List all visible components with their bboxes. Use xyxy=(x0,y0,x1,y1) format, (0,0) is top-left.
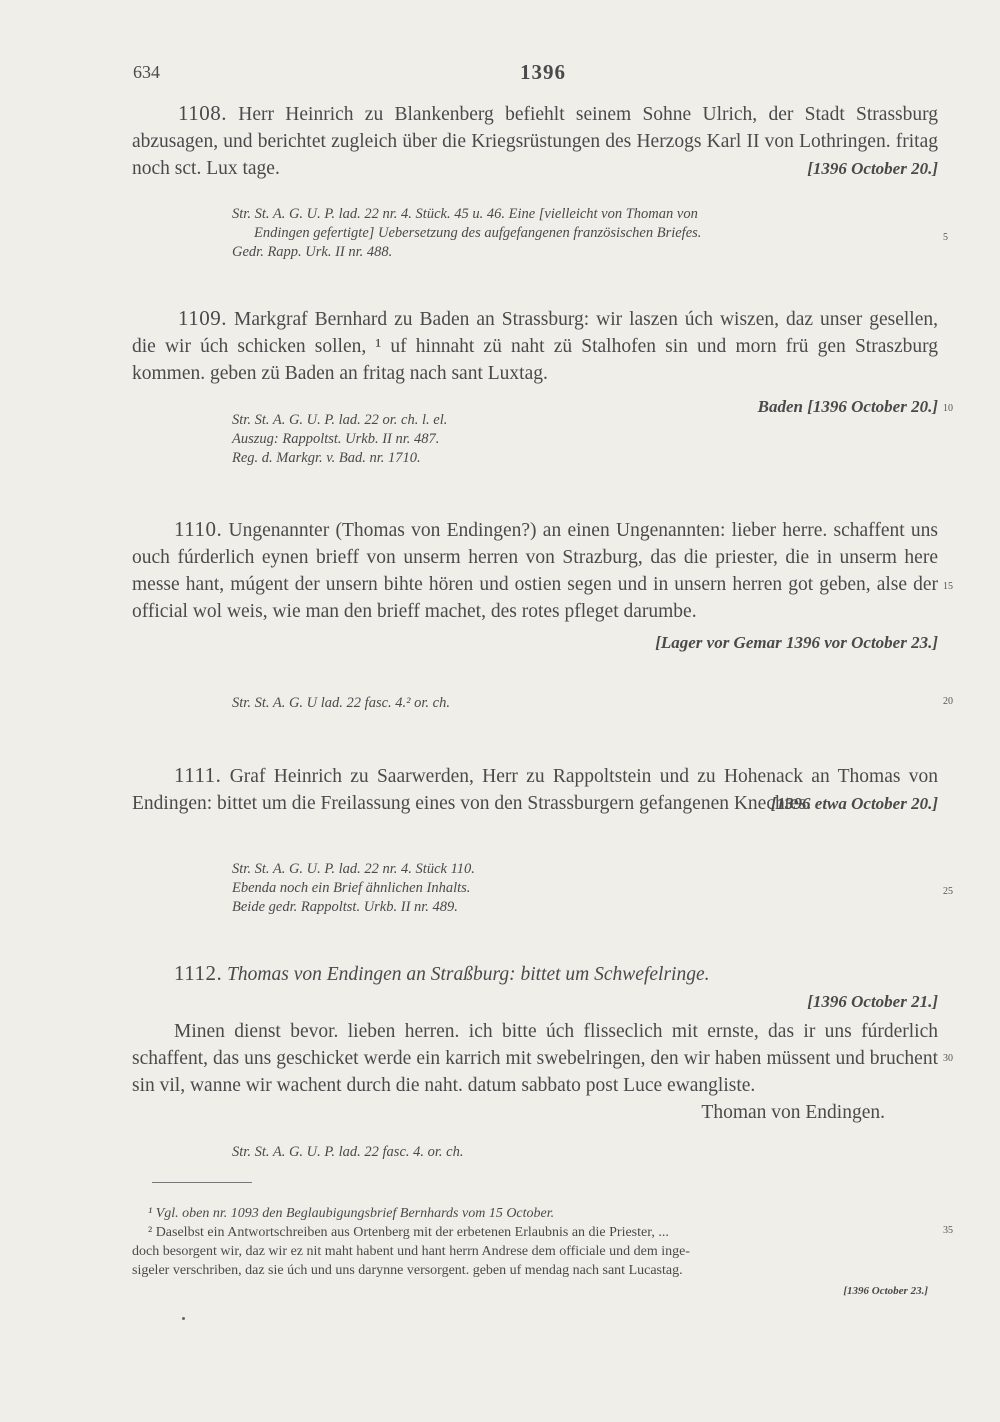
entry-text: Herr Heinrich zu Blankenberg befiehlt seinem Sohne Ulrich, der Stadt Strassburg abzusagen, und berichtet zugleich über die Kriegsrüstungen des Herzogs Karl II von Lothringen. fritag noch sct. Lux tage. xyxy=(132,104,939,179)
source-line: Str. St. A. G. U. P. lad. 22 nr. 4. Stück 110. xyxy=(232,861,475,877)
source-line: Auszug: Rappoltst. Urkb. II nr. 487. xyxy=(232,431,440,447)
entry-date: [1396 etwa October 20.] xyxy=(770,794,938,813)
source-line: Reg. d. Markgr. v. Bad. nr. 1710. xyxy=(232,450,421,466)
source-line: Ebenda noch ein Brief ähnlichen Inhalts. xyxy=(232,880,471,896)
entry-1108 xyxy=(132,100,938,182)
page-number: 634 xyxy=(133,62,160,82)
line-number: 10 xyxy=(943,403,953,414)
source-line: Gedr. Rapp. Urk. II nr. 488. xyxy=(232,244,393,260)
line-number: 30 xyxy=(943,1053,953,1064)
entry-text: Ungenannter (Thomas von Endingen?) an einen Ungenannten: lieber herre. schaffent uns ouch fúrderlich eynen brieff von unserm herren von Strazburg, das die priester, die in unserm here messe hant, múgent der unsern bihte hören und ostien segen und in unsern herren got geben, alse der official wol weis, wie man den brieff machet, des rotes pfleget darumbe. xyxy=(132,520,939,622)
source-note-1112 xyxy=(232,1143,942,1162)
entry-1109 xyxy=(132,305,938,387)
entry-1110 xyxy=(132,516,938,656)
source-line: Endingen gefertigte] Uebersetzung des aufgefangenen französischen Briefes. xyxy=(254,225,702,241)
source-line: Str. St. A. G. U. P. lad. 22 fasc. 4. or. ch. xyxy=(232,1144,464,1160)
footnote-2-date: [1396 October 23.] xyxy=(843,1285,928,1297)
entry-number: 1110. xyxy=(174,517,223,541)
line-number: 25 xyxy=(943,886,953,897)
entry-1112 xyxy=(132,960,938,1015)
entry-date: [Lager vor Gemar 1396 vor October 23.] xyxy=(655,633,938,652)
signature: Thoman von Endingen. xyxy=(701,1102,885,1123)
footnote-rule xyxy=(152,1182,252,1183)
source-line: Str. St. A. G. U. P. lad. 22 nr. 4. Stück. 45 u. 46. Eine [vielleicht von Thoman von xyxy=(232,206,698,222)
entry-number: 1112. xyxy=(174,961,223,985)
entry-date: [1396 October 21.] xyxy=(807,992,938,1011)
entry-number: 1111. xyxy=(174,763,222,787)
entry-text: Markgraf Bernhard zu Baden an Strassburg: wir laszen úch wiszen, daz unser gesellen, die wir úch schicken sollen, ¹ uf hinnaht zü naht zü Stalhofen sin und morn frü gen Straszburg kommen. geben zü Baden an fritag nach sant Luxtag. xyxy=(132,309,939,384)
running-header-year: 1396 xyxy=(520,60,566,84)
footnote-2-line-2: doch besorgent wir, daz wir ez nit maht habent und hant herrn Andrese dem officiale und dem inge- xyxy=(132,1244,690,1259)
source-line: Str. St. A. G. U. P. lad. 22 or. ch. l. el. xyxy=(232,412,448,428)
footnote-1: ¹ Vgl. oben nr. 1093 den Beglaubigungsbrief Bernhards vom 15 October. xyxy=(148,1206,555,1221)
stray-mark xyxy=(182,1317,185,1320)
entry-text: Minen dienst bevor. lieben herren. ich bitte úch flisseclich mit ernste, das ir uns fúrderlich schaffent, das uns geschicket werde ein karrich mit swebelringen, den wir haben müssent und bruchent sin vil, wanne wir wachent durch die naht. datum sabbato post Luce ewangliste. xyxy=(132,1021,938,1096)
source-line: Str. St. A. G. U lad. 22 fasc. 4.² or. ch. xyxy=(232,695,450,711)
entry-heading: Thomas von Endingen an Straßburg: bittet um Schwefelringe. xyxy=(227,964,710,985)
entry-date: Baden [1396 October 20.] xyxy=(757,397,938,416)
source-note-1111 xyxy=(232,860,942,917)
source-note-1110 xyxy=(232,694,942,713)
footnote-2-line-1: ² Daselbst ein Antwortschreiben aus Ortenberg mit der erbetenen Erlaubnis an die Priester, ... xyxy=(148,1225,669,1240)
entry-1111 xyxy=(132,762,938,817)
entry-number: 1108. xyxy=(178,101,227,125)
entry-text: Graf Heinrich zu Saarwerden, Herr zu Rappoltstein und zu Hohenack an Thomas von Endingen: bittet um die Freilassung eines von den Strassburgern gefangenen Knechtes. xyxy=(132,766,939,814)
entry-number: 1109. xyxy=(178,306,227,330)
line-number: 20 xyxy=(943,696,953,707)
line-number: 35 xyxy=(943,1225,953,1236)
entry-1112-body xyxy=(132,1018,938,1099)
entry-date: [1396 October 20.] xyxy=(807,159,938,178)
source-note-1109 xyxy=(232,411,942,468)
line-number: 15 xyxy=(943,581,953,592)
source-line: Beide gedr. Rappoltst. Urkb. II nr. 489. xyxy=(232,899,458,915)
line-number: 5 xyxy=(943,232,948,243)
source-note-1108 xyxy=(232,205,942,262)
footnote-2-line-3: sigeler verschriben, daz sie úch und uns darynne versorgent. geben uf mendag nach sant Lucastag. xyxy=(132,1263,683,1278)
